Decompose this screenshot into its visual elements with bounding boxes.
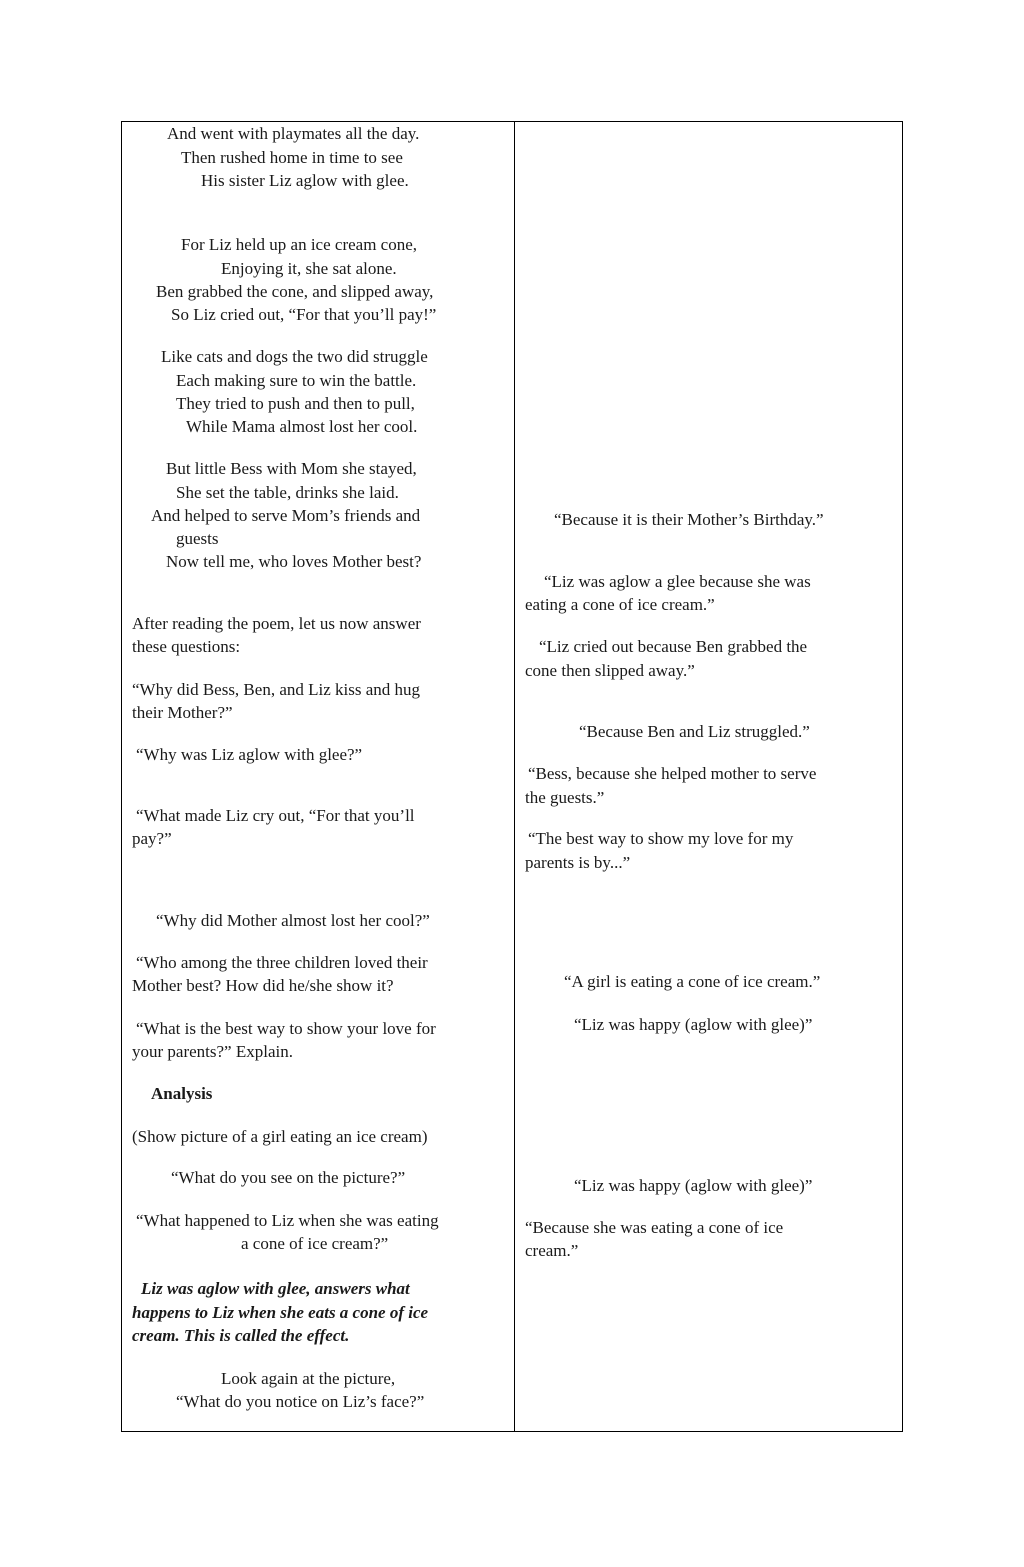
answer-text: “Because Ben and Liz struggled.”: [579, 722, 810, 741]
section-heading-analysis: Analysis: [151, 1084, 213, 1103]
poem-line: So Liz cried out, “For that you’ll pay!”: [171, 305, 437, 324]
poem-line: Each making sure to win the battle.: [176, 371, 417, 390]
closing-text: Look again at the picture,: [221, 1369, 396, 1388]
poem-line: Like cats and dogs the two did struggle: [161, 347, 428, 366]
answer-text: parents is by...”: [525, 853, 631, 872]
poem-line: She set the table, drinks she laid.: [176, 483, 399, 502]
answer-text: “The best way to show my love for my: [528, 829, 794, 848]
question-text: “Who among the three children loved their: [136, 953, 428, 972]
poem-line: But little Bess with Mom she stayed,: [166, 459, 417, 478]
poem-line: For Liz held up an ice cream cone,: [181, 235, 418, 254]
poem-line: Enjoying it, she sat alone.: [221, 259, 397, 278]
question-text: “Why was Liz aglow with glee?”: [136, 745, 363, 764]
effect-note: cream. This is called the effect.: [132, 1326, 350, 1345]
answer-text: “Because it is their Mother’s Birthday.”: [554, 510, 824, 529]
answer-text: cone then slipped away.”: [525, 661, 695, 680]
analysis-text: “What do you see on the picture?”: [171, 1168, 406, 1187]
question-text: pay?”: [132, 829, 172, 848]
poem-line: And went with playmates all the day.: [167, 124, 420, 143]
analysis-text: “What happened to Liz when she was eating: [136, 1211, 439, 1230]
answer-text: eating a cone of ice cream.”: [525, 595, 715, 614]
instruction-text: After reading the poem, let us now answer: [132, 614, 421, 633]
question-text: “Why did Mother almost lost her cool?”: [156, 911, 430, 930]
question-text: their Mother?”: [132, 703, 233, 722]
analysis-text: (Show picture of a girl eating an ice cream): [132, 1127, 428, 1146]
answer-text: “Liz was happy (aglow with glee)”: [574, 1176, 813, 1195]
instruction-text: these questions:: [132, 637, 241, 656]
poem-line: While Mama almost lost her cool.: [186, 417, 418, 436]
column-divider: [514, 122, 515, 1431]
poem-line: Then rushed home in time to see: [181, 148, 403, 167]
analysis-text: a cone of ice cream?”: [241, 1234, 389, 1253]
poem-line: His sister Liz aglow with glee.: [201, 171, 409, 190]
question-text: “Why did Bess, Ben, and Liz kiss and hug: [132, 680, 421, 699]
question-text: “What made Liz cry out, “For that you’ll: [136, 806, 415, 825]
answer-text: “Liz was aglow a glee because she was: [544, 572, 811, 591]
question-text: “What is the best way to show your love for: [136, 1019, 436, 1038]
closing-text: “What do you notice on Liz’s face?”: [176, 1392, 425, 1411]
effect-note: happens to Liz when she eats a cone of ice: [132, 1303, 429, 1322]
answer-text: “Liz was happy (aglow with glee)”: [574, 1015, 813, 1034]
question-text: Mother best? How did he/she show it?: [132, 976, 394, 995]
answer-text: the guests.”: [525, 788, 605, 807]
answer-text: cream.”: [525, 1241, 579, 1260]
poem-line: guests: [176, 529, 219, 548]
lesson-table: [121, 121, 903, 1432]
answer-text: “Bess, because she helped mother to serve: [528, 764, 817, 783]
poem-line: Ben grabbed the cone, and slipped away,: [156, 282, 434, 301]
answer-text: “A girl is eating a cone of ice cream.”: [564, 972, 821, 991]
answer-text: “Because she was eating a cone of ice: [525, 1218, 784, 1237]
poem-line: They tried to push and then to pull,: [176, 394, 415, 413]
question-text: your parents?” Explain.: [132, 1042, 293, 1061]
poem-line: Now tell me, who loves Mother best?: [166, 552, 422, 571]
answer-text: “Liz cried out because Ben grabbed the: [539, 637, 808, 656]
poem-line: And helped to serve Mom’s friends and: [151, 506, 421, 525]
effect-note: Liz was aglow with glee, answers what: [141, 1279, 410, 1298]
